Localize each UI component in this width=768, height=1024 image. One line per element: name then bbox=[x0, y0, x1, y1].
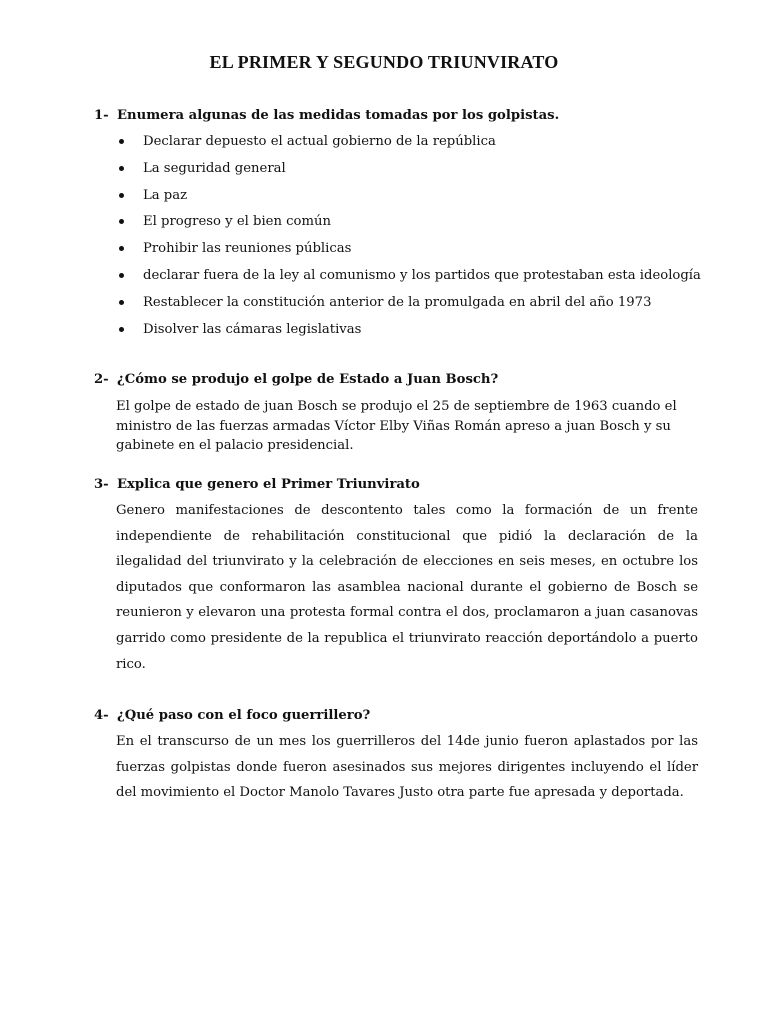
question-number: 3- bbox=[94, 477, 109, 492]
measures-list bbox=[116, 131, 716, 345]
list-item: El progreso y el bien común bbox=[116, 211, 716, 238]
answer-2: El golpe de estado de juan Bosch se produjo el 25 de septiembre de 1963 cuando el ministro de las fuerzas armadas Víctor Elby Viñas Román apreso a juan Bosch y su gabinete en el palacio presidencial. bbox=[116, 399, 677, 453]
list-item: La paz bbox=[116, 185, 716, 212]
answer-4: En el transcurso de un mes los guerrilleros del 14de junio fueron aplastados por las fuerzas golpistas donde fueron asesinados sus mejores dirigentes incluyendo el líder del movimiento el Doctor Manolo Tavares Justo otra parte fue apresada y deportada. bbox=[116, 734, 698, 801]
list-item: Restablecer la constitución anterior de la promulgada en abril del año 1973 bbox=[116, 292, 716, 319]
question-3 bbox=[94, 475, 704, 495]
list-item: Prohibir las reuniones públicas bbox=[116, 238, 716, 265]
answer-3: Genero manifestaciones de descontento tales como la formación de un frente independiente de rehabilitación constitucional que pidió la declaración de la ilegalidad del triunvirato y la celebración de elecciones en seis meses, en octubre los diputados que conformaron las asamblea nacional durante el gobierno de Bosch se reunieron y elevaron una protesta formal contra el dos, proclamaron a juan casanovas garrido como presidente de la republica el triunvirato reacción deportándolo a puerto rico. bbox=[116, 503, 698, 672]
list-item: Declarar depuesto el actual gobierno de la república bbox=[116, 131, 716, 158]
question-number: 2- bbox=[94, 372, 109, 387]
list-item: La seguridad general bbox=[116, 158, 716, 185]
question-text: ¿Cómo se produjo el golpe de Estado a Juan Bosch? bbox=[117, 372, 499, 387]
question-text: Enumera algunas de las medidas tomadas por los golpistas. bbox=[117, 108, 560, 123]
question-number: 4- bbox=[94, 708, 109, 723]
question-1 bbox=[94, 106, 704, 126]
page-title: EL PRIMER Y SEGUNDO TRIUNVIRATO bbox=[209, 52, 559, 72]
question-number: 1- bbox=[94, 108, 109, 123]
question-2 bbox=[94, 370, 704, 390]
question-4 bbox=[94, 706, 704, 726]
question-text: Explica que genero el Primer Triunvirato bbox=[117, 477, 420, 492]
question-text: ¿Qué paso con el foco guerrillero? bbox=[117, 708, 371, 723]
list-item: Disolver las cámaras legislativas bbox=[116, 319, 716, 346]
list-item: declarar fuera de la ley al comunismo y los partidos que protestaban esta ideología bbox=[116, 265, 716, 292]
